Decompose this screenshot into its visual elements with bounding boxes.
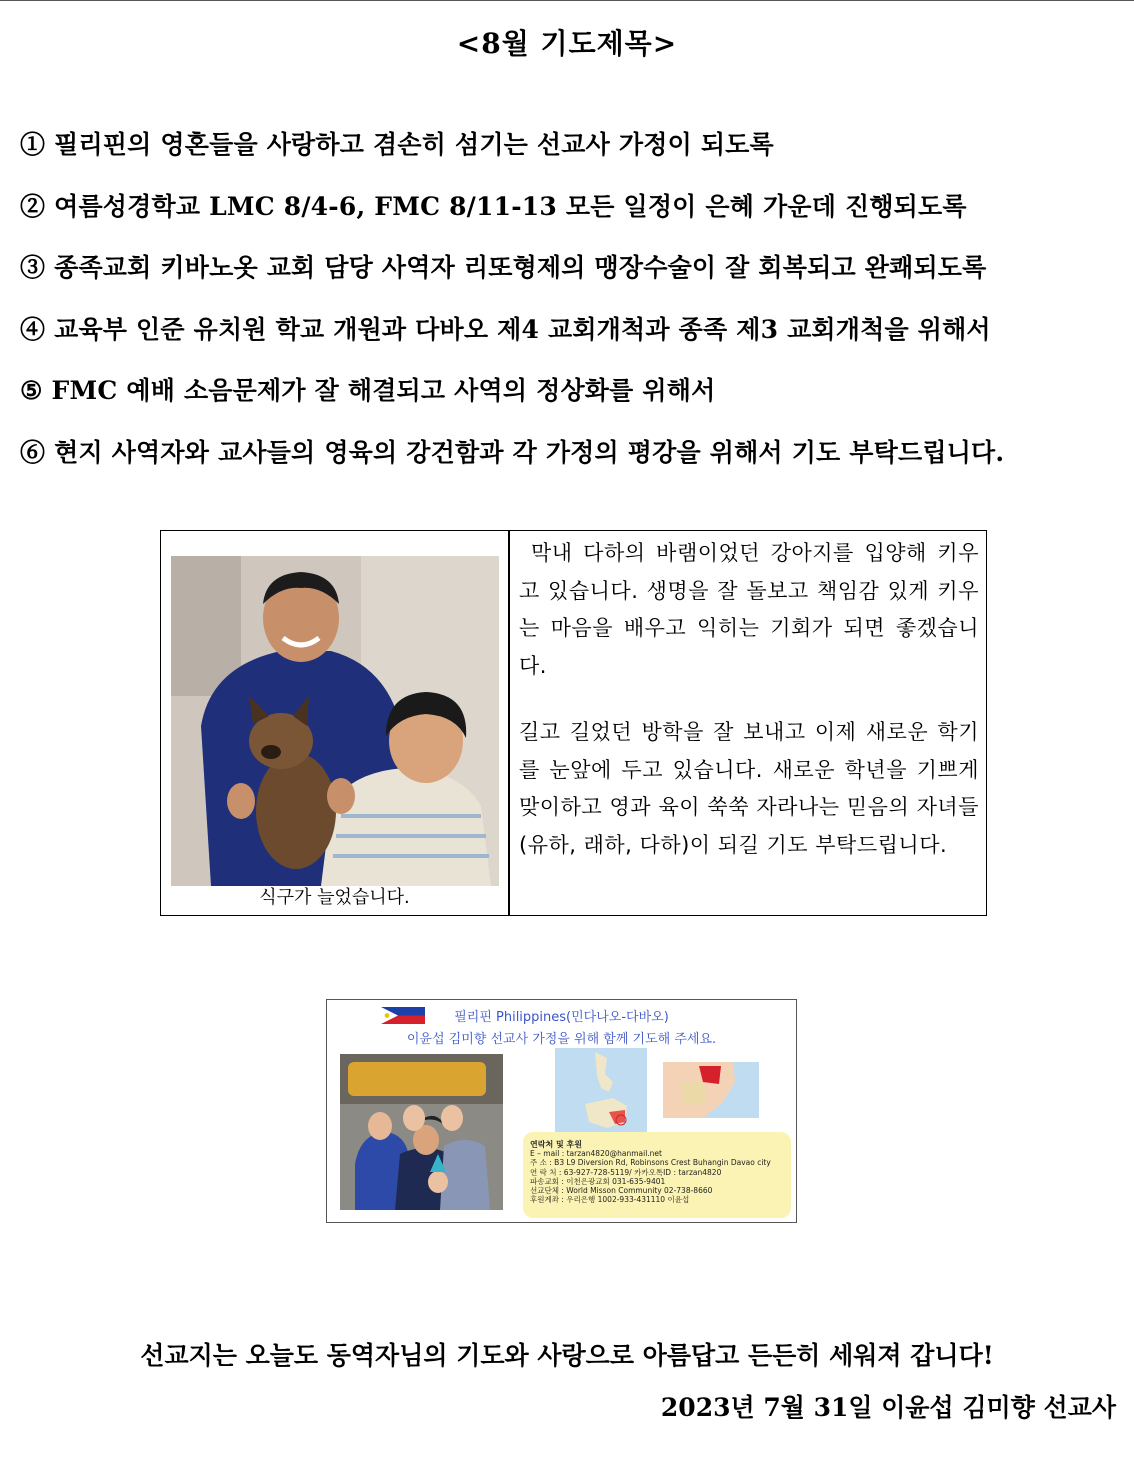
box-divider [508, 531, 510, 915]
family-dog-photo [171, 556, 499, 886]
contact-row: 후원계좌 : 우리은행 1002-933-431110 이윤섭 [530, 1195, 690, 1205]
photo-caption: 식구가 늘었습니다. [259, 887, 410, 908]
news-paragraph: 막내 다하의 바램이었던 강아지를 입양해 키우고 있습니다. 생명을 잘 돌보고 책임감 있게 키우는 마음을 배우고 익히는 기회가 되면 좋겠습니다. [519, 541, 979, 678]
philippines-map [555, 1048, 647, 1132]
contact-row: E – mail : tarzan4820@hanmail.net [530, 1149, 662, 1159]
family-photo [340, 1054, 503, 1210]
davao-region-map [663, 1062, 759, 1118]
prayer-item: ③ 종족교회 키바노옷 교회 담당 사역자 리또형제의 맹장수술이 잘 회복되고 완쾌되도록 [20, 253, 987, 282]
contact-row: 주 소 : B3 L9 Diversion Rd, Robinsons Crest Buhangin Davao city [530, 1158, 771, 1168]
contact-row: 파송교회 : 이천은광교회 031-635-9401 [530, 1176, 666, 1186]
prayer-item: ① 필리핀의 영혼들을 사랑하고 겸손히 섬기는 선교사 가정이 되도록 [20, 130, 774, 159]
closing-message: 선교지는 오늘도 동역자님의 기도와 사랑으로 아름답고 든든히 세워져 갑니다! [140, 1341, 994, 1370]
family-news-box [160, 530, 987, 916]
news-paragraph: 길고 길었던 방학을 잘 보내고 이제 새로운 학기를 눈앞에 두고 있습니다. 새로운 학년을 기쁘게 맞이하고 영과 육이 쑥쑥 자라나는 믿음의 자녀들(유하, 래하, 다하)이 되길 기도 부탁드립니다. [519, 720, 979, 857]
prayer-item: ⑤ FMC 예배 소음문제가 잘 해결되고 사역의 정상화를 위해서 [20, 376, 716, 405]
family-news-text [519, 535, 979, 864]
prayer-item: ② 여름성경학교 LMC 8/4-6, FMC 8/11-13 모든 일정이 은혜 가운데 진행되도록 [20, 191, 967, 221]
prayer-item: ⑥ 현지 사역자와 교사들의 영육의 강건함과 각 가정의 평강을 위해서 기도 부탁드립니다. [20, 437, 1005, 467]
missionary-prayer-card [326, 999, 797, 1223]
card-subheading: 이윤섭 김미향 선교사 가정을 위해 함께 기도해 주세요. [406, 1032, 717, 1047]
prayer-item: ④ 교육부 인준 유치원 학교 개원과 다바오 제4 교회개척과 종족 제3 교회개척을 위해서 [20, 314, 991, 344]
contact-row: 연 락 처 : 63-927-728-5119/ 카카오톡ID : tarzan4820 [530, 1167, 722, 1177]
page-title: <8월 기도제목> [456, 27, 678, 60]
top-rule [0, 0, 1134, 1]
contact-row: 선교단체 : World Misson Community 02-738-8660 [530, 1186, 713, 1196]
contact-info-panel [523, 1132, 791, 1218]
prayer-list [20, 125, 1130, 494]
signature-date: 2023년 7월 31일 이윤섭 김미향 선교사 [660, 1393, 1116, 1422]
contact-title: 연락처 및 후원 [530, 1140, 582, 1149]
card-heading: 필리핀 Philippines(민다나오-다바오) [454, 1010, 669, 1025]
